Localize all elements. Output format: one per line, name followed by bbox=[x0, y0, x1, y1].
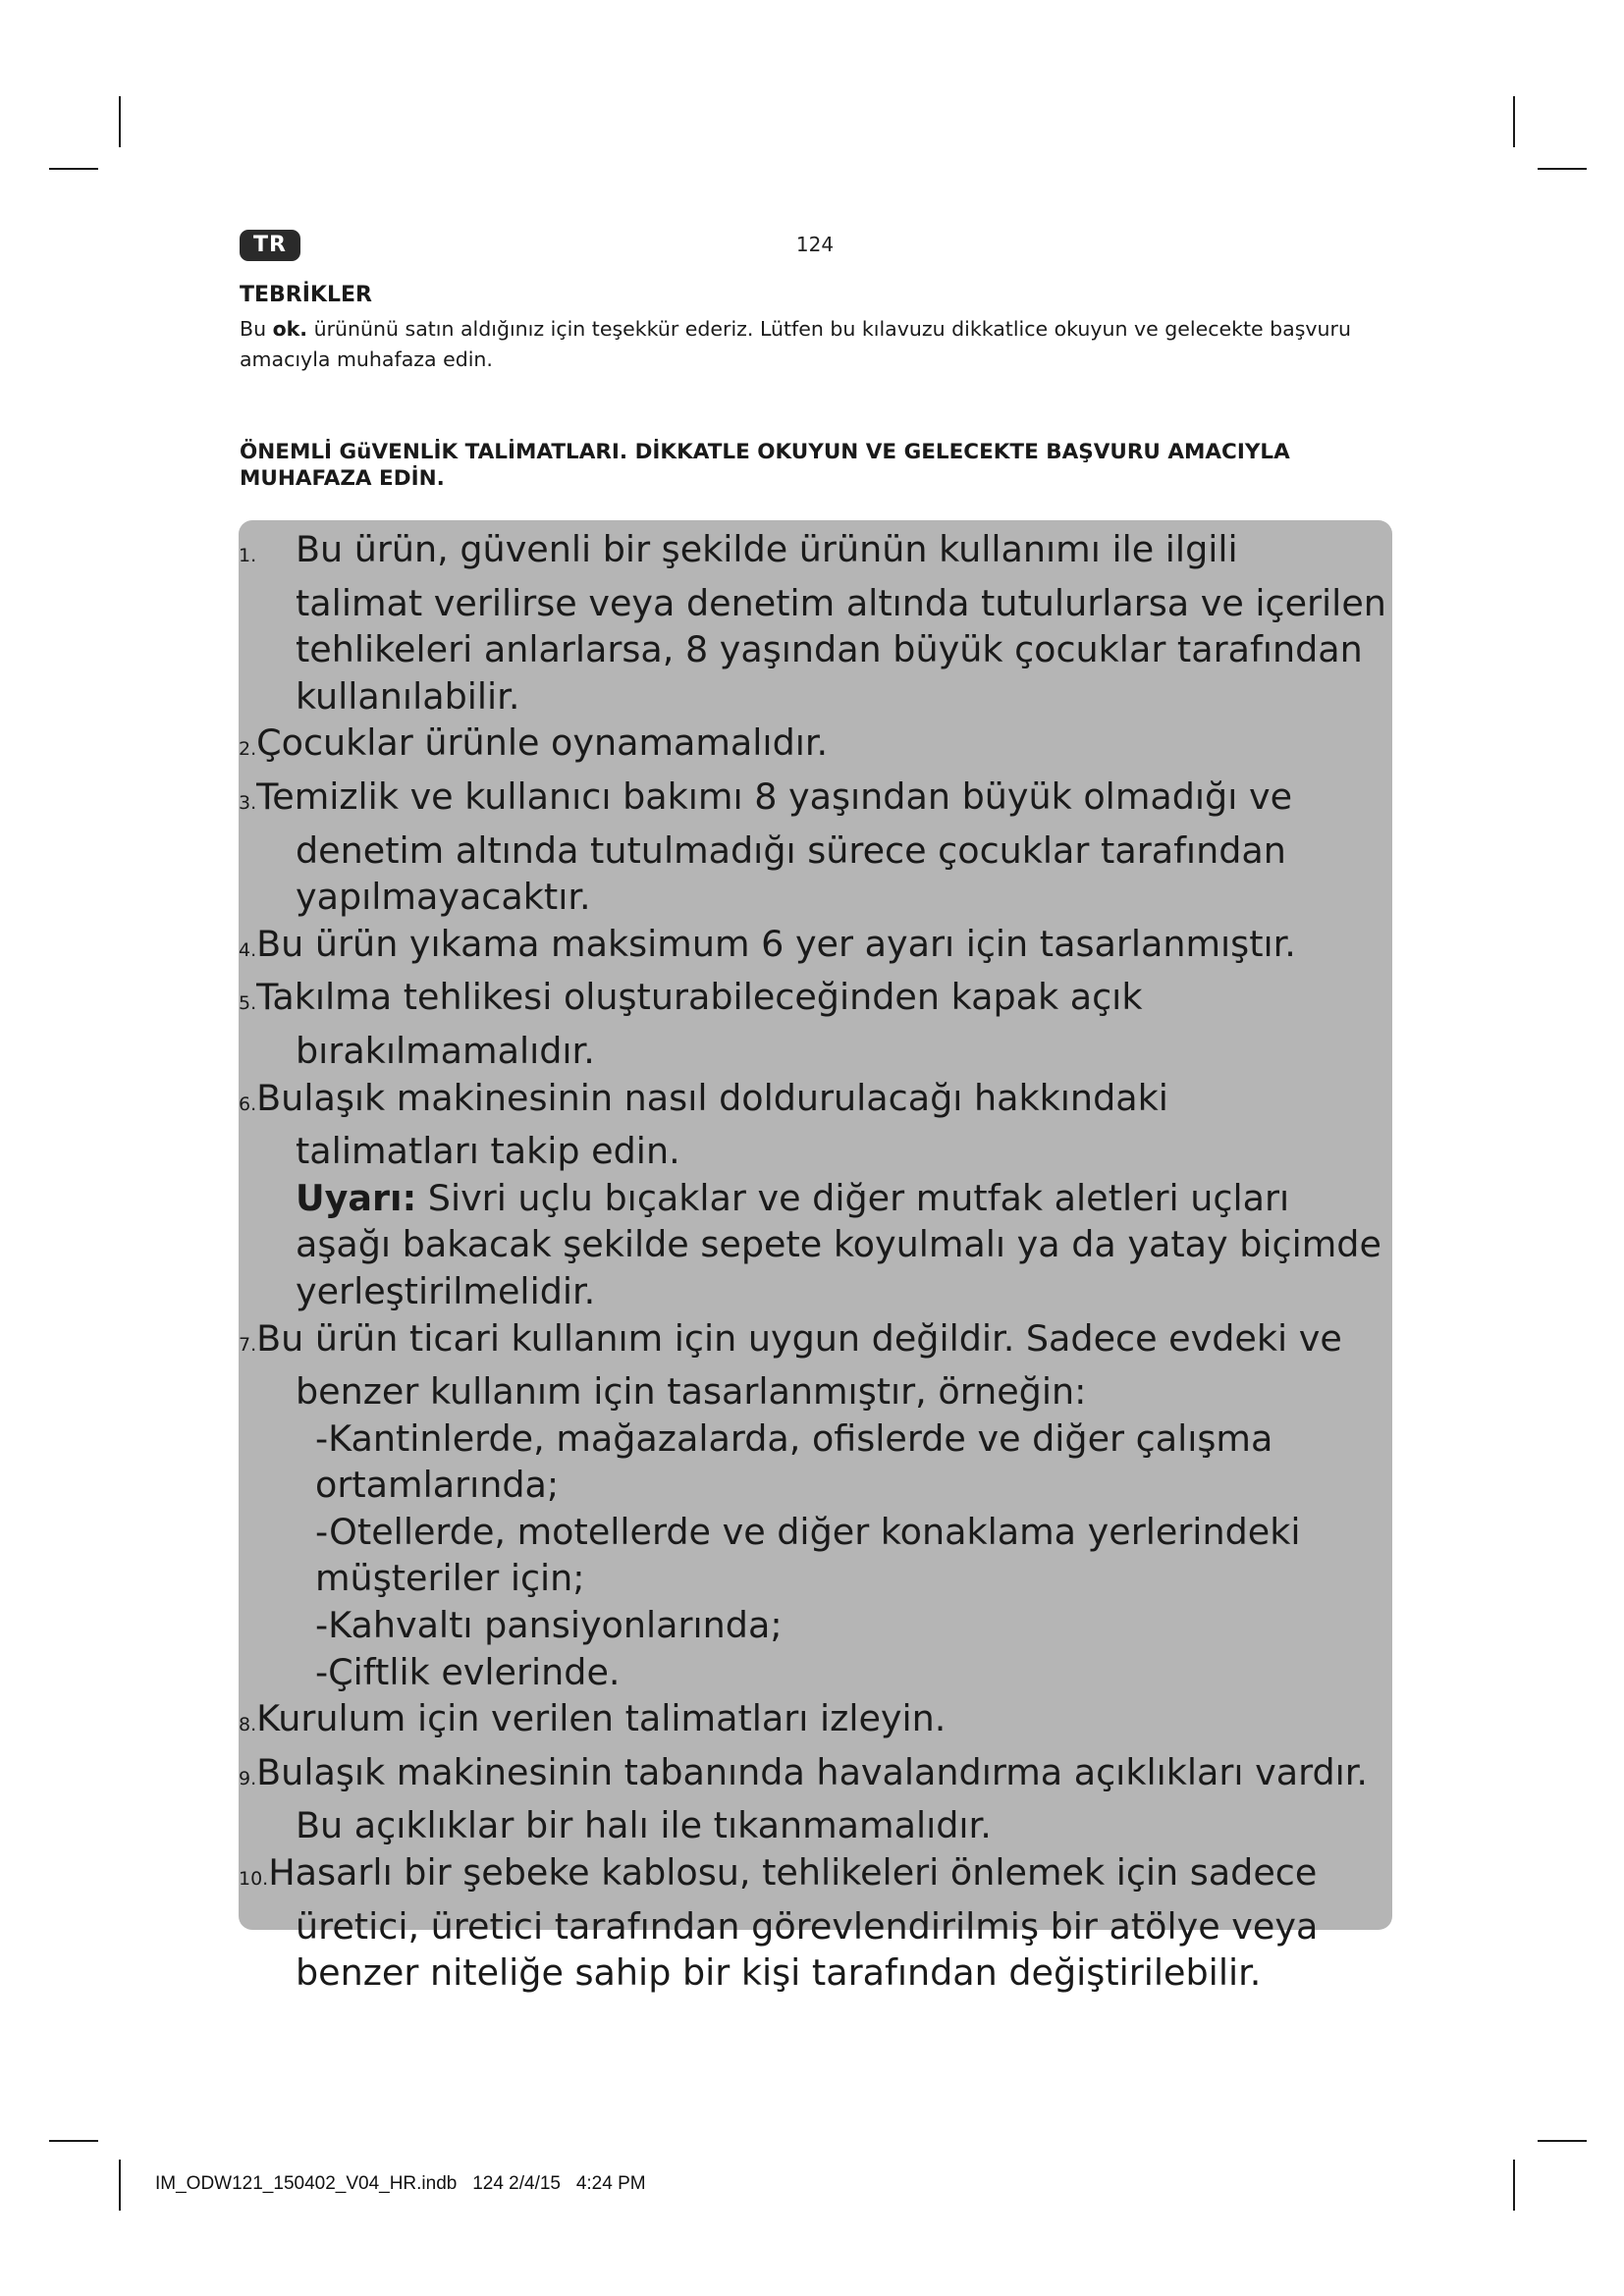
item-line bbox=[239, 774, 1380, 828]
item-line bbox=[239, 1749, 1380, 1803]
item-text: Bu ürün ticari kullanım için uygun değildir. Sadece evdeki ve bbox=[256, 1316, 1342, 1360]
safety-item-6 bbox=[239, 1075, 1380, 1315]
item-line: benzer kullanım için tasarlanmıştır, örneğin: bbox=[296, 1370, 1087, 1414]
item-text: Takılma tehlikesi oluşturabileceğinden kapak açık bbox=[256, 976, 1143, 1019]
crop-mark-bottom-right-v bbox=[1513, 2160, 1515, 2211]
item-line: yapılmayacaktır. bbox=[296, 876, 591, 919]
intro-body bbox=[240, 314, 1379, 375]
item-line bbox=[239, 1075, 1380, 1129]
item-text: Bulaşık makinesinin tabanında havalandırma açıklıkları vardır. bbox=[256, 1750, 1369, 1793]
item-number: 6. bbox=[239, 1093, 257, 1115]
item-line: talimatları takip edin. bbox=[296, 1130, 680, 1173]
item-number: 7. bbox=[239, 1333, 257, 1356]
sub-line: -Otellerde, motellerde ve diğer konaklama yerlerindeki bbox=[315, 1510, 1301, 1553]
item-text: Bu ürün, güvenli bir şekilde ürünün kullanımı ile ilgili bbox=[296, 528, 1238, 570]
safety-instructions-box bbox=[239, 520, 1392, 1995]
item-line: denetim altında tutulmadığı sürece çocuklar tarafından bbox=[296, 828, 1286, 872]
safety-item-4 bbox=[239, 921, 1380, 975]
item-line: tehlikeleri anlarlarsa, 8 yaşından büyük çocuklar tarafından bbox=[296, 628, 1363, 671]
item-number: 2. bbox=[239, 738, 257, 761]
safety-item-1 bbox=[239, 526, 1386, 720]
item-number: 9. bbox=[239, 1767, 257, 1789]
item-text: Temizlik ve kullanıcı bakımı 8 yaşından büyük olmadığı ve bbox=[256, 774, 1293, 818]
item-line: Bu açıklıklar bir halı ile tıkanmamalıdır. bbox=[296, 1804, 992, 1847]
item-line: bırakılmamalıdır. bbox=[296, 1029, 595, 1072]
crop-mark-top-right-v bbox=[1513, 96, 1515, 147]
crop-mark-bottom-left-h bbox=[49, 2140, 98, 2142]
crop-mark-bottom-left-v bbox=[119, 2160, 121, 2211]
intro-body-rest: ürününü satın aldığınız için teşekkür ederiz. Lütfen bu kılavuzu dikkatlice okuyun ve gelecekte başvuru amacıyla muhafaza edin. bbox=[240, 317, 1351, 371]
crop-mark-top-right-h bbox=[1538, 168, 1587, 170]
safety-heading: ÖNEMLİ GüVENLİK TALİMATLARI. DİKKATLE OKUYUN VE GELECEKTE BAŞVURU AMACIYLA MUHAFAZA EDİN. bbox=[240, 440, 1290, 491]
item-number: 8. bbox=[239, 1714, 257, 1736]
item-line bbox=[239, 720, 1380, 774]
item-number: 3. bbox=[239, 791, 257, 814]
item-number: 1. bbox=[239, 545, 257, 566]
sub-line: -Kantinlerde, mağazalarda, ofislerde ve diğer çalışma bbox=[315, 1416, 1273, 1460]
sub-line: -Kahvaltı pansiyonlarında; bbox=[315, 1604, 783, 1647]
item-text: Hasarlı bir şebeke kablosu, tehlikeleri önlemek için sadece bbox=[268, 1851, 1318, 1895]
item-line: benzer niteliğe sahip bir kişi tarafından değiştirilebilir. bbox=[296, 1951, 1262, 1995]
warning-line: yerleştirilmelidir. bbox=[296, 1269, 596, 1312]
intro-title: TEBRİKLER bbox=[240, 283, 372, 307]
safety-item-5 bbox=[239, 974, 1380, 1074]
page-number: 124 bbox=[795, 233, 835, 256]
warning-line bbox=[239, 1175, 1380, 1222]
crop-mark-bottom-right-h bbox=[1538, 2140, 1587, 2142]
item-text: Bulaşık makinesinin nasıl doldurulacağı hakkındaki bbox=[256, 1076, 1168, 1119]
intro-body-start: Bu bbox=[240, 317, 273, 341]
language-badge: TR bbox=[240, 230, 300, 261]
safety-item-3 bbox=[239, 774, 1380, 921]
item-line bbox=[239, 1315, 1380, 1369]
item-line bbox=[239, 1695, 1380, 1749]
sub-line: ortamlarında; bbox=[315, 1464, 560, 1507]
sub-line: müşteriler için; bbox=[315, 1557, 585, 1600]
item-line bbox=[239, 526, 1380, 580]
warning-line: aşağı bakacak şekilde sepete koyulmalı ya da yatay biçimde bbox=[296, 1223, 1381, 1266]
brand-name: ok. bbox=[272, 317, 308, 341]
item-line bbox=[239, 921, 1380, 975]
warning-text: Sivri uçlu bıçaklar ve diğer mutfak aletleri uçları bbox=[416, 1176, 1290, 1219]
warning-label: Uyarı: bbox=[296, 1176, 417, 1219]
item-text: Bu ürün yıkama maksimum 6 yer ayarı için tasarlanmıştır. bbox=[256, 922, 1296, 965]
print-footer: IM_ODW121_150402_V04_HR.indb 124 2/4/15 4:24 PM bbox=[155, 2173, 646, 2194]
safety-item-10 bbox=[239, 1849, 1380, 1997]
item-line: talimat verilirse veya denetim altında tutulurlarsa ve içerilen bbox=[296, 581, 1386, 624]
crop-mark-top-left-v bbox=[119, 96, 121, 147]
item-line bbox=[239, 974, 1380, 1028]
item-number: 10. bbox=[239, 1868, 269, 1891]
safety-item-8 bbox=[239, 1695, 1380, 1749]
item-number: 5. bbox=[239, 992, 257, 1015]
safety-item-7 bbox=[239, 1315, 1380, 1696]
item-text: Kurulum için verilen talimatları izleyin. bbox=[256, 1697, 947, 1740]
item-text: Çocuklar ürünle oynamamalıdır. bbox=[256, 721, 829, 765]
crop-mark-top-left-h bbox=[49, 168, 98, 170]
sub-line: -Çiftlik evlerinde. bbox=[315, 1650, 621, 1693]
item-line: üretici, üretici tarafından görevlendirilmiş bir atölye veya bbox=[296, 1904, 1319, 1948]
item-line bbox=[239, 1849, 1380, 1903]
item-number: 4. bbox=[239, 938, 257, 961]
item-line: kullanılabilir. bbox=[296, 674, 520, 718]
intro-section bbox=[240, 283, 1379, 375]
safety-item-9 bbox=[239, 1749, 1380, 1849]
safety-item-2 bbox=[239, 720, 1380, 774]
